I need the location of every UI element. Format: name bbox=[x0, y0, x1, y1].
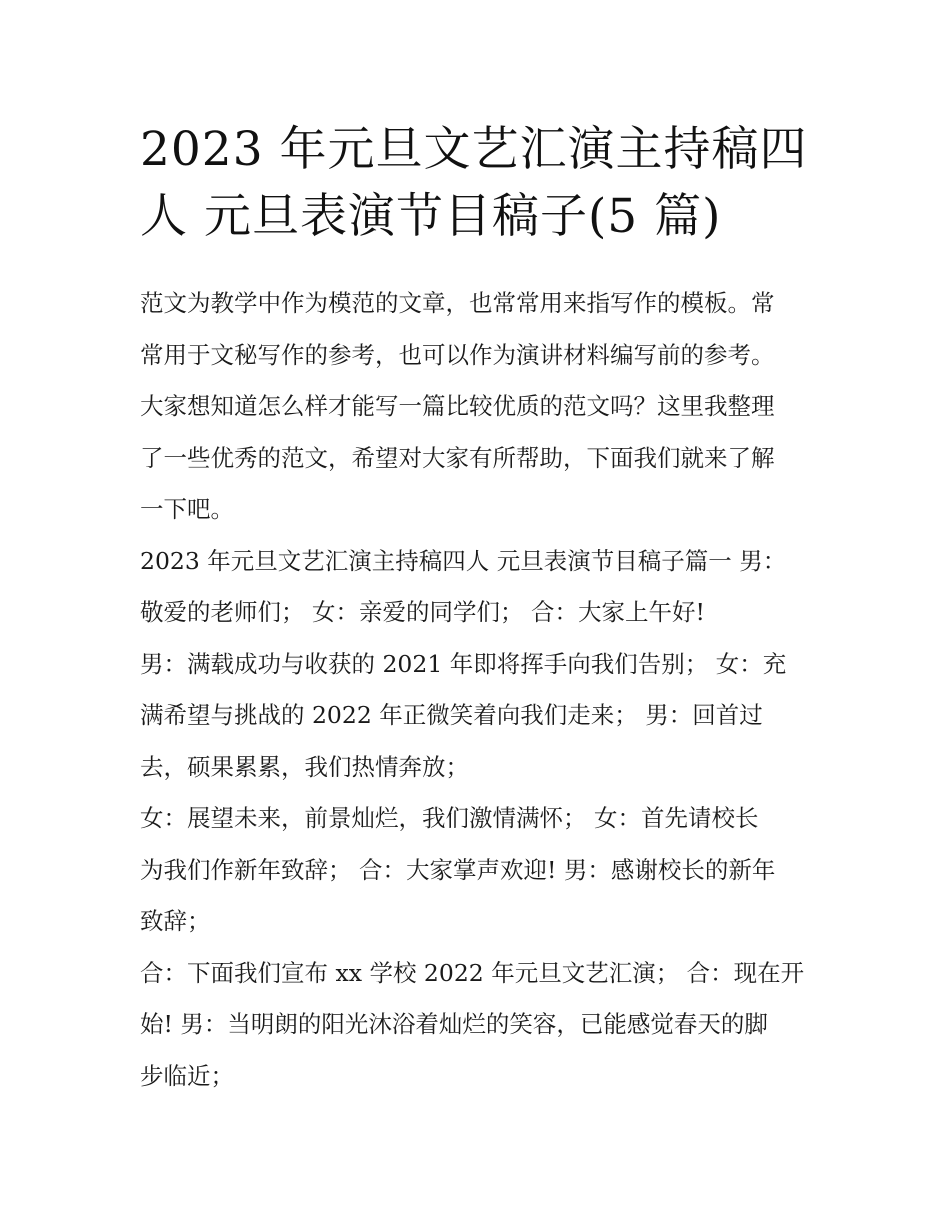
title-line: 人 元旦表演节目稿子(5 篇) bbox=[140, 189, 722, 244]
text-line: 去，硕果累累，我们热情奔放； bbox=[140, 752, 469, 781]
document-title bbox=[140, 116, 820, 250]
text-line: 一下吧。 bbox=[140, 495, 234, 523]
text-line: 男：满载成功与收获的 2021 年即将挥手向我们告别； 女：充 bbox=[140, 649, 787, 678]
text-line: 范文为教学中作为模范的文章，也常常用来指写作的模板。常 bbox=[140, 289, 775, 317]
text-line: 大家想知道怎么样才能写一篇比较优质的范文吗？这里我整理 bbox=[140, 392, 775, 420]
text-line: 常用于文秘写作的参考，也可以作为演讲材料编写前的参考。 bbox=[140, 340, 775, 369]
paragraph-dialogue bbox=[140, 793, 820, 948]
title-line: 2023 年元旦文艺汇演主持稿四 bbox=[140, 122, 808, 177]
text-line: 满希望与挑战的 2022 年正微笑着向我们走来； 男：回首过 bbox=[140, 701, 763, 729]
text-line: 合：下面我们宣布 xx 学校 2022 年元旦文艺汇演； 合：现在开 bbox=[140, 958, 805, 987]
paragraph-section-heading bbox=[140, 536, 820, 639]
text-line: 女：展望未来，前景灿烂，我们激情满怀； 女：首先请校长 bbox=[140, 804, 759, 832]
document-body bbox=[140, 278, 820, 1102]
text-line: 2023 年元旦文艺汇演主持稿四人 元旦表演节目稿子篇一 男： bbox=[140, 546, 787, 575]
text-line: 敬爱的老师们； 女：亲爱的同学们； 合：大家上午好! bbox=[140, 598, 705, 626]
text-line: 始! 男：当明朗的阳光沐浴着灿烂的笑容，已能感觉春天的脚 bbox=[140, 1010, 768, 1038]
paragraph-dialogue bbox=[140, 948, 820, 1103]
text-line: 致辞； bbox=[140, 907, 211, 935]
text-line: 为我们作新年致辞； 合：大家掌声欢迎! 男：感谢校长的新年 bbox=[140, 855, 776, 884]
paragraph-intro bbox=[140, 278, 820, 536]
text-line: 了一些优秀的范文，希望对大家有所帮助，下面我们就来了解 bbox=[140, 443, 775, 472]
paragraph-dialogue bbox=[140, 639, 820, 794]
text-line: 步临近； bbox=[140, 1061, 234, 1090]
